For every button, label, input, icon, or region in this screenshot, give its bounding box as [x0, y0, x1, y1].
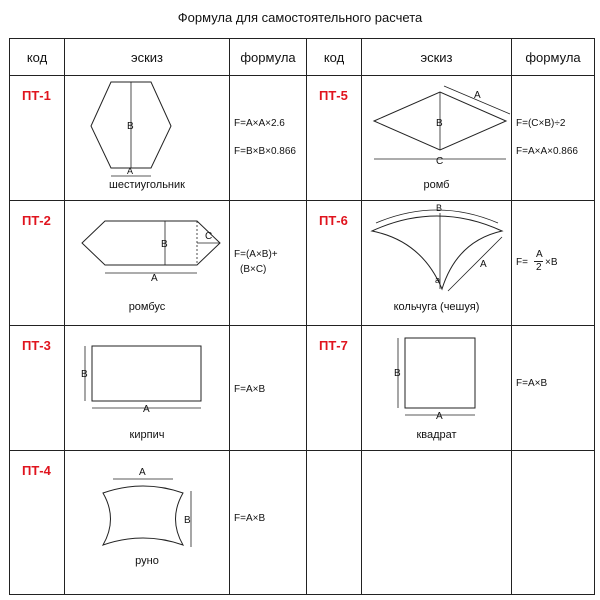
sketch-scale — [362, 201, 512, 326]
code-pt1: ПТ-1 — [10, 76, 65, 201]
shape-name: кирпич — [129, 429, 165, 441]
table-row — [10, 76, 595, 201]
table-row — [10, 201, 595, 326]
sketch-fleece — [65, 451, 230, 595]
header-code: код — [10, 39, 65, 76]
label-b: B — [81, 369, 88, 380]
shape-name: шестиугольник — [109, 179, 185, 191]
header-row — [10, 39, 595, 76]
formula-pt4: F=A×B — [230, 451, 307, 595]
sketch-hexagon — [65, 76, 230, 201]
code-pt4: ПТ-4 — [10, 451, 65, 595]
formula-table — [9, 38, 595, 595]
header-formula: формула — [230, 39, 307, 76]
shape-name: ромб — [423, 179, 450, 191]
code-pt7: ПТ-7 — [307, 326, 362, 451]
label-b: B — [184, 515, 191, 526]
formula-pt2: F=(A×B)+ (B×C) — [230, 201, 307, 326]
code-pt3: ПТ-3 — [10, 326, 65, 451]
code-pt6: ПТ-6 — [307, 201, 362, 326]
code-pt5: ПТ-5 — [307, 76, 362, 201]
fleece-shape — [65, 451, 230, 595]
label-b: B — [127, 121, 134, 132]
label-a: A — [151, 273, 158, 284]
label-a-small: a — [435, 275, 441, 285]
header-formula: формула — [512, 39, 595, 76]
formula-pt6: F= A 2 ×B — [512, 201, 595, 326]
code-pt2: ПТ-2 — [10, 201, 65, 326]
sketch-square — [362, 326, 512, 451]
label-a: A — [436, 411, 443, 422]
sketch-brick — [65, 326, 230, 451]
sketch-rhombus — [362, 76, 512, 201]
label-b: B — [436, 203, 443, 213]
header-sketch: эскиз — [362, 39, 512, 76]
page-title: Формула для самостоятельного расчета — [177, 10, 423, 25]
header-sketch: эскиз — [65, 39, 230, 76]
empty-sketch — [362, 451, 512, 595]
label-c: C — [436, 156, 444, 167]
header-code: код — [307, 39, 362, 76]
label-a: A — [127, 166, 134, 176]
table-row — [10, 326, 595, 451]
empty-code — [307, 451, 362, 595]
label-a: A — [143, 404, 150, 415]
label-b: B — [436, 118, 443, 129]
shape-name: кольчуга (чешуя) — [393, 301, 480, 313]
shape-name: ромбус — [128, 301, 166, 313]
label-b: B — [161, 239, 168, 250]
label-b: B — [394, 368, 401, 379]
formula-pt1: F=A×A×2.6 F=B×B×0.866 — [230, 76, 307, 201]
formula-pt3: F=A×B — [230, 326, 307, 451]
label-c: C — [205, 231, 213, 242]
formula-pt5: F=(C×B)÷2 F=A×A×0.866 — [512, 76, 595, 201]
shape-name: квадрат — [416, 429, 457, 441]
label-a: A — [139, 467, 146, 478]
sketch-rhombus-hex — [65, 201, 230, 326]
label-a: A — [474, 90, 481, 101]
formula-pt7: F=A×B — [512, 326, 595, 451]
shape-name: руно — [135, 555, 159, 567]
table-row — [10, 451, 595, 595]
label-a: A — [480, 259, 487, 270]
empty-formula — [512, 451, 595, 595]
